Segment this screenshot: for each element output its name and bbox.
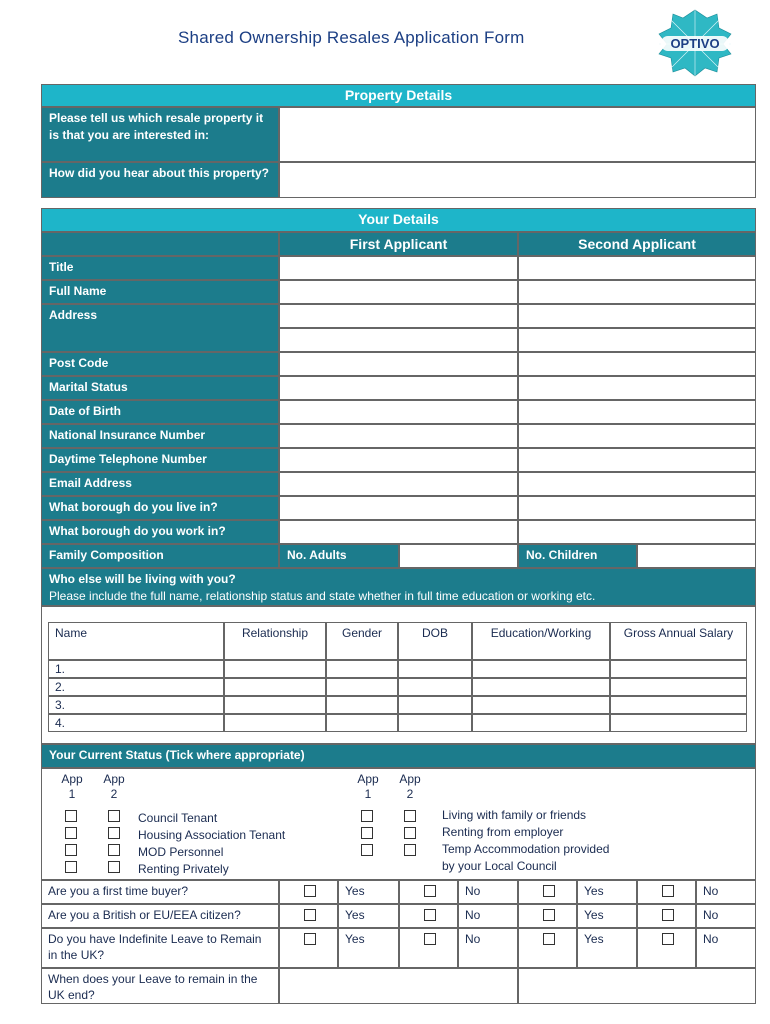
app2-checkbox[interactable] <box>108 810 120 822</box>
property-question-label: Please tell us which resale property it is that you are interested in: <box>41 107 279 162</box>
no-checkbox[interactable] <box>662 933 674 945</box>
no-label: No <box>703 932 719 946</box>
yes-checkbox[interactable] <box>543 885 555 897</box>
second-applicant-field[interactable] <box>518 256 756 280</box>
leave-end-app2-field[interactable] <box>518 968 756 1004</box>
question-label: Are you a British or EU/EEA citizen? <box>48 908 241 922</box>
first-applicant-field[interactable] <box>279 376 518 400</box>
question-label-cell <box>41 880 279 904</box>
answer-label-cell <box>577 880 637 904</box>
second-applicant-field[interactable] <box>518 496 756 520</box>
second-applicant-field[interactable] <box>518 328 756 352</box>
status-option-label: Housing Association Tenant <box>138 828 286 842</box>
form-title: Shared Ownership Resales Application Form <box>178 28 525 47</box>
yes-checkbox[interactable] <box>304 933 316 945</box>
app1-label: App 1 <box>61 772 83 801</box>
household-cell[interactable] <box>610 678 747 696</box>
logo-text: OPTIVO <box>670 36 720 51</box>
yes-label: Yes <box>345 932 365 946</box>
no-label: No <box>465 932 481 946</box>
household-header: Gross Annual Salary <box>610 622 747 660</box>
no-checkbox[interactable] <box>424 909 436 921</box>
answer-label-cell <box>696 904 756 928</box>
app2-checkbox[interactable] <box>108 861 120 873</box>
first-applicant-field[interactable] <box>279 424 518 448</box>
household-cell[interactable] <box>326 714 398 732</box>
answer-label-cell <box>338 904 399 928</box>
property-answer-field[interactable] <box>279 107 756 162</box>
household-header: DOB <box>398 622 472 660</box>
household-cell[interactable] <box>610 696 747 714</box>
household-cell[interactable] <box>224 696 326 714</box>
detail-label: What borough do you live in? <box>41 496 279 520</box>
second-applicant-field[interactable] <box>518 352 756 376</box>
second-applicant-field[interactable] <box>518 424 756 448</box>
household-header: Name <box>48 622 224 660</box>
first-applicant-header: First Applicant <box>279 232 518 256</box>
leave-end-label: When does your Leave to remain in the UK end? <box>48 972 258 1002</box>
yes-label: Yes <box>584 908 604 922</box>
hear-about-field[interactable] <box>279 162 756 198</box>
answer-checkbox-cell[interactable] <box>399 904 458 928</box>
household-cell[interactable] <box>472 678 610 696</box>
first-applicant-field[interactable] <box>279 280 518 304</box>
household-row-number[interactable]: 3. <box>48 696 224 714</box>
household-header: Education/Working <box>472 622 610 660</box>
status-option-label: Council Tenant <box>138 811 218 825</box>
living-with-label <box>41 568 756 606</box>
detail-label: Title <box>41 256 279 280</box>
answer-checkbox-cell[interactable] <box>399 880 458 904</box>
household-row-number[interactable]: 4. <box>48 714 224 732</box>
answer-checkbox-cell[interactable] <box>637 928 696 968</box>
detail-label: National Insurance Number <box>41 424 279 448</box>
second-applicant-field[interactable] <box>518 520 756 544</box>
answer-label-cell <box>458 904 518 928</box>
no-checkbox[interactable] <box>662 885 674 897</box>
answer-checkbox-cell[interactable] <box>637 904 696 928</box>
answer-checkbox-cell[interactable] <box>518 928 577 968</box>
yes-checkbox[interactable] <box>543 909 555 921</box>
app1-checkbox[interactable] <box>361 810 373 822</box>
app1-checkbox[interactable] <box>361 827 373 839</box>
app1-checkbox[interactable] <box>65 861 77 873</box>
yes-checkbox[interactable] <box>304 885 316 897</box>
optivo-logo <box>655 8 735 78</box>
household-cell[interactable] <box>326 696 398 714</box>
question-label-cell <box>41 904 279 928</box>
household-cell[interactable] <box>224 660 326 678</box>
family-composition-label: Family Composition <box>41 544 279 568</box>
no-adults-label: No. Adults <box>279 544 399 568</box>
yes-label: Yes <box>345 884 365 898</box>
first-applicant-field[interactable] <box>279 304 518 328</box>
household-cell[interactable] <box>398 660 472 678</box>
detail-label: Post Code <box>41 352 279 376</box>
second-applicant-field[interactable] <box>518 376 756 400</box>
status-option-label: Renting from employer <box>442 825 564 839</box>
app1-checkbox[interactable] <box>65 827 77 839</box>
detail-label: Full Name <box>41 280 279 304</box>
household-cell[interactable] <box>472 714 610 732</box>
second-applicant-header: Second Applicant <box>518 232 756 256</box>
household-header: Gender <box>326 622 398 660</box>
answer-checkbox-cell[interactable] <box>279 880 338 904</box>
second-applicant-field[interactable] <box>518 304 756 328</box>
yes-label: Yes <box>584 932 604 946</box>
property-details-heading: Property Details <box>41 84 756 107</box>
status-option-label: Living with family or friends <box>442 808 587 822</box>
your-details-heading: Your Details <box>41 208 756 232</box>
living-with-note: Please include the full name, relationship status and state whether in full time education or working etc. <box>49 589 596 603</box>
first-applicant-field[interactable] <box>279 520 518 544</box>
second-applicant-field[interactable] <box>518 448 756 472</box>
no-children-label: No. Children <box>518 544 637 568</box>
first-applicant-field[interactable] <box>279 496 518 520</box>
household-cell[interactable] <box>224 714 326 732</box>
answer-checkbox-cell[interactable] <box>518 880 577 904</box>
no-label: No <box>703 908 719 922</box>
yes-checkbox[interactable] <box>304 909 316 921</box>
answer-checkbox-cell[interactable] <box>279 904 338 928</box>
answer-label-cell <box>338 928 399 968</box>
answer-checkbox-cell[interactable] <box>637 880 696 904</box>
household-cell[interactable] <box>610 660 747 678</box>
question-label: Are you a first time buyer? <box>48 884 189 898</box>
household-cell[interactable] <box>472 660 610 678</box>
detail-label: Email Address <box>41 472 279 496</box>
app2-checkbox[interactable] <box>108 844 120 856</box>
detail-label: Daytime Telephone Number <box>41 448 279 472</box>
living-with-question: Who else will be living with you? <box>49 572 236 586</box>
household-cell[interactable] <box>398 678 472 696</box>
no-checkbox[interactable] <box>662 909 674 921</box>
first-applicant-field[interactable] <box>279 328 518 352</box>
first-applicant-field[interactable] <box>279 400 518 424</box>
household-header: Relationship <box>224 622 326 660</box>
detail-label: Marital Status <box>41 376 279 400</box>
detail-label: Address <box>41 304 279 352</box>
no-adults-field[interactable] <box>399 544 518 568</box>
household-cell[interactable] <box>398 696 472 714</box>
app1-label: App 1 <box>357 772 379 801</box>
answer-label-cell <box>458 928 518 968</box>
status-option-label: Renting Privately <box>138 862 229 876</box>
app1-checkbox[interactable] <box>65 844 77 856</box>
question-label: Do you have Indefinite Leave to Remain in the UK? <box>48 932 262 962</box>
first-applicant-field[interactable] <box>279 352 518 376</box>
second-applicant-field[interactable] <box>518 472 756 496</box>
yes-label: Yes <box>584 884 604 898</box>
answer-label-cell <box>696 880 756 904</box>
app1-checkbox[interactable] <box>361 844 373 856</box>
second-applicant-field[interactable] <box>518 280 756 304</box>
first-applicant-field[interactable] <box>279 448 518 472</box>
app2-checkbox[interactable] <box>108 827 120 839</box>
yes-checkbox[interactable] <box>543 933 555 945</box>
detail-label: Date of Birth <box>41 400 279 424</box>
household-row-number[interactable]: 1. <box>48 660 224 678</box>
app2-checkbox[interactable] <box>404 810 416 822</box>
no-checkbox[interactable] <box>424 885 436 897</box>
app1-checkbox[interactable] <box>65 810 77 822</box>
answer-checkbox-cell[interactable] <box>279 928 338 968</box>
household-cell[interactable] <box>224 678 326 696</box>
no-checkbox[interactable] <box>424 933 436 945</box>
first-applicant-field[interactable] <box>279 472 518 496</box>
detail-label: What borough do you work in? <box>41 520 279 544</box>
leave-end-label-cell <box>41 968 279 1004</box>
current-status-heading: Your Current Status (Tick where appropriate) <box>41 744 756 768</box>
app2-checkbox[interactable] <box>404 844 416 856</box>
yes-label: Yes <box>345 908 365 922</box>
app2-label: App 2 <box>399 772 421 801</box>
household-cell[interactable] <box>326 678 398 696</box>
answer-label-cell <box>338 880 399 904</box>
app2-checkbox[interactable] <box>404 827 416 839</box>
answer-checkbox-cell[interactable] <box>518 904 577 928</box>
no-children-field[interactable] <box>637 544 756 568</box>
first-applicant-field[interactable] <box>279 256 518 280</box>
app2-label: App 2 <box>103 772 125 801</box>
hear-about-label: How did you hear about this property? <box>41 162 279 198</box>
household-row-number[interactable]: 2. <box>48 678 224 696</box>
question-label-cell <box>41 928 279 968</box>
answer-checkbox-cell[interactable] <box>399 928 458 968</box>
status-option-label: MOD Personnel <box>138 845 224 859</box>
status-option-label: by your Local Council <box>442 859 557 873</box>
no-label: No <box>465 884 481 898</box>
no-label: No <box>703 884 719 898</box>
no-label: No <box>465 908 481 922</box>
details-corner <box>41 232 279 256</box>
household-cell[interactable] <box>398 714 472 732</box>
status-option-label: Temp Accommodation provided <box>442 842 610 856</box>
household-cell[interactable] <box>326 660 398 678</box>
answer-label-cell <box>696 928 756 968</box>
answer-label-cell <box>577 928 637 968</box>
answer-label-cell <box>458 880 518 904</box>
household-cell[interactable] <box>610 714 747 732</box>
leave-end-app1-field[interactable] <box>279 968 518 1004</box>
second-applicant-field[interactable] <box>518 400 756 424</box>
answer-label-cell <box>577 904 637 928</box>
household-cell[interactable] <box>472 696 610 714</box>
